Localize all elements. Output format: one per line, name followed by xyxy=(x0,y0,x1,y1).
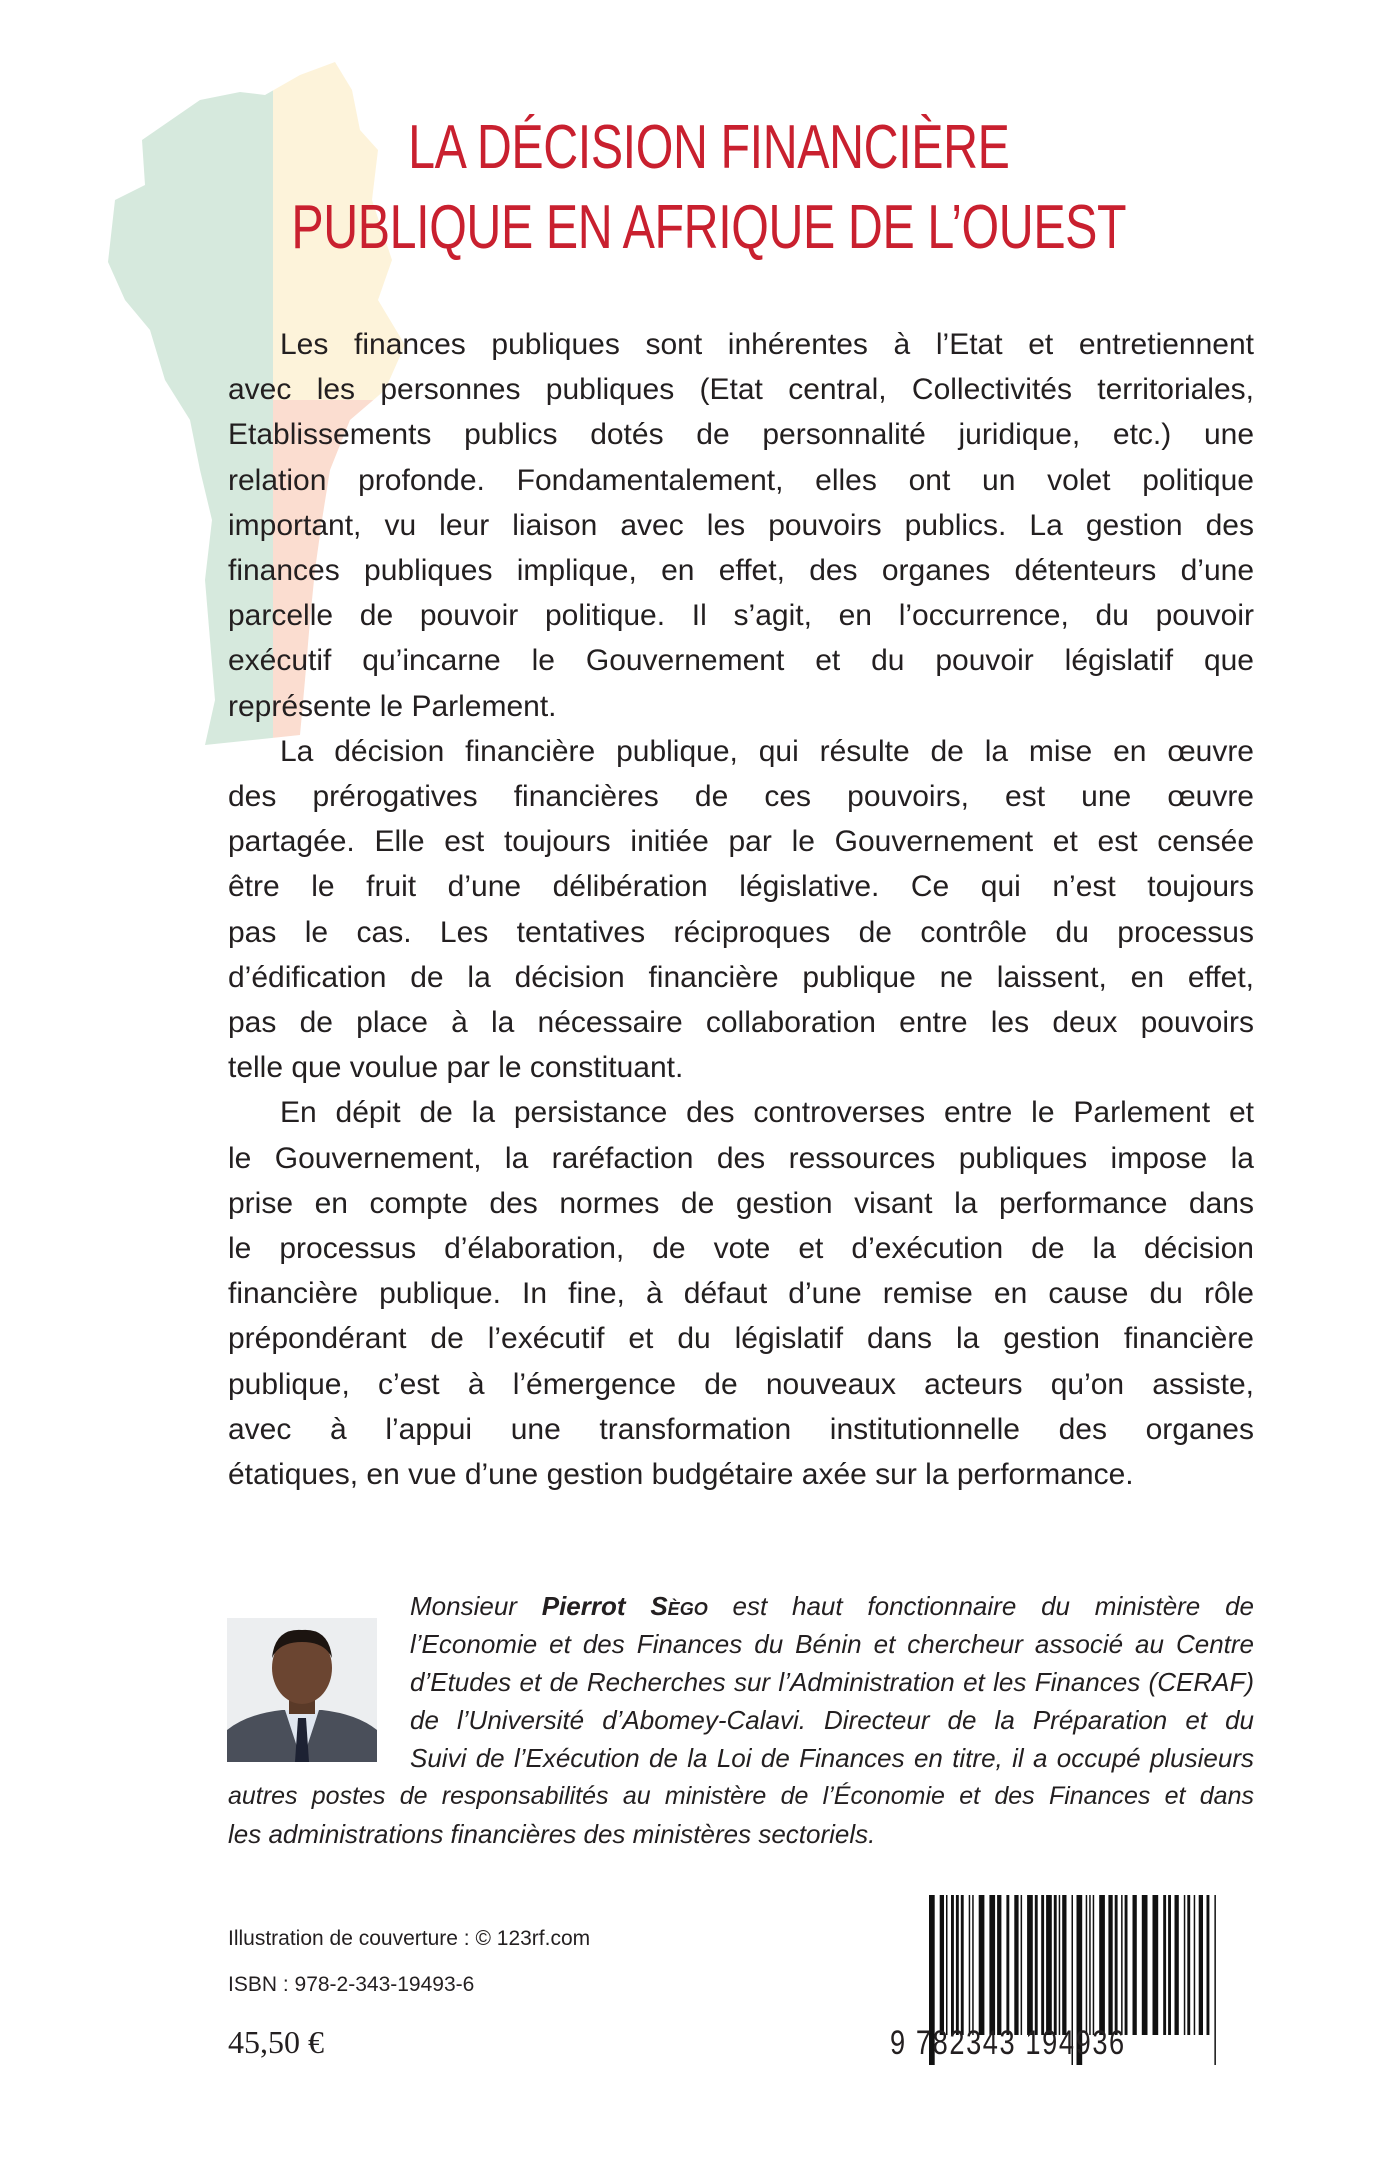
barcode-bar xyxy=(1121,1895,1123,2035)
paragraph-line: En dépit de la persistance des controverses entre le Parlement et xyxy=(280,1096,1254,1130)
barcode-bar xyxy=(1062,1895,1066,2035)
barcode-bar xyxy=(1133,1895,1137,2035)
barcode-bar xyxy=(979,1895,985,2035)
barcode-bar xyxy=(961,1895,964,2035)
summary-paragraph xyxy=(228,729,1254,1091)
paragraph-line: relation profonde. Fondamentalement, elles ont un volet politique xyxy=(228,463,1254,497)
summary-paragraph xyxy=(228,322,1254,729)
barcode-bar xyxy=(1046,1895,1052,2035)
paragraph-line: prépondérant de l’exécutif et du législatif dans la gestion financière xyxy=(228,1322,1254,1356)
back-cover-summary xyxy=(228,322,1254,1497)
paragraph-line: partagée. Elle est toujours initiée par le Gouvernement et est censée xyxy=(228,825,1254,859)
author-last-name: Sègo xyxy=(650,1591,708,1621)
barcode-bar xyxy=(940,1895,944,2035)
barcode-bar xyxy=(1035,1895,1038,2035)
barcode-bar xyxy=(1041,1895,1044,2035)
paragraph-line: être le fruit d’une délibération législative. Ce qui n’est toujours xyxy=(228,870,1254,904)
paragraph-line: étatiques, en vue d’une gestion budgétaire axée sur la performance. xyxy=(228,1458,1134,1492)
barcode-bar xyxy=(946,1895,948,2035)
paragraph-line: exécutif qu’incarne le Gouvernement et du pouvoir législatif que xyxy=(228,644,1254,678)
bio-line: d’Etudes et de Recherches sur l’Administration et les Finances (CERAF) xyxy=(410,1667,1254,1697)
paragraph-line: pas le cas. Les tentatives réciproques de contrôle du processus xyxy=(228,915,1254,949)
barcode-bar xyxy=(1108,1895,1112,2035)
barcode-bar xyxy=(1021,1895,1023,2035)
cover-illustration-credit: Illustration de couverture : © 123rf.com xyxy=(228,1927,591,1950)
barcode-bar xyxy=(1184,1895,1186,2035)
paragraph-line: La décision financière publique, qui résulte de la mise en œuvre xyxy=(280,734,1254,768)
barcode-bar xyxy=(1168,1895,1171,2035)
paragraph-line: des prérogatives financières de ces pouvoirs, est une œuvre xyxy=(228,780,1254,814)
barcode-bar xyxy=(951,1895,954,2035)
paragraph-line: parcelle de pouvoir politique. Il s’agit, en l’occurrence, du pouvoir xyxy=(228,599,1254,633)
bio-line xyxy=(228,1587,1254,1625)
barcode-bar xyxy=(956,1895,959,2035)
barcode-bar xyxy=(972,1895,974,2035)
barcode-bar xyxy=(1014,1895,1018,2035)
paragraph-line: avec à l’appui une transformation institutionnelle des organes xyxy=(228,1412,1254,1446)
barcode-bar xyxy=(1214,1895,1216,2065)
paragraph-line: financière publique. In fine, à défaut d’une remise en cause du rôle xyxy=(228,1277,1254,1311)
barcode-bar xyxy=(1163,1895,1166,2035)
author-first-name: Pierrot xyxy=(541,1591,651,1621)
barcode-bar xyxy=(997,1895,1001,2035)
barcode-bar xyxy=(1006,1895,1009,2035)
bio-line: de l’Université d’Abomey-Calavi. Directeur de la Préparation et du xyxy=(410,1705,1254,1735)
paragraph-line: telle que voulue par le constituant. xyxy=(228,1051,684,1085)
paragraph-line: Etablissements publics dotés de personnalité juridique, etc.) une xyxy=(228,418,1254,452)
bio-line: autres postes de responsabilités au ministère de l’Économie et des Finances et dans xyxy=(228,1782,1254,1810)
barcode-digits: 9 782343 194936 xyxy=(890,2024,1126,2062)
price: 45,50 € xyxy=(228,2024,324,2060)
barcode-bar xyxy=(1187,1895,1190,2035)
barcode-bar xyxy=(1054,1895,1057,2035)
paragraph-line: d’édification de la décision financière publique ne laissent, en effet, xyxy=(228,960,1254,994)
paragraph-line: le processus d’élaboration, de vote et d’exécution de la décision xyxy=(228,1232,1254,1266)
barcode-bar xyxy=(1142,1895,1148,2035)
barcode-bar xyxy=(1115,1895,1118,2035)
isbn: ISBN : 978-2-343-19493-6 xyxy=(228,1973,475,1996)
bio-prefix: Monsieur xyxy=(410,1591,542,1621)
bio-line: Suivi de l’Exécution de la Loi de Finances en titre, il a occupé plusieurs xyxy=(410,1743,1254,1773)
barcode-bar xyxy=(1153,1895,1159,2035)
barcode-bar xyxy=(1194,1895,1196,2035)
barcode-bar xyxy=(1089,1895,1091,2035)
barcode-bar xyxy=(1027,1895,1033,2035)
barcode-bar xyxy=(1175,1895,1179,2035)
paragraph-line: le Gouvernement, la raréfaction des ressources publiques impose la xyxy=(228,1141,1254,1175)
bio-line: les administrations financières des ministères sectoriels. xyxy=(228,1819,876,1849)
book-title-line-2: PUBLIQUE EN AFRIQUE DE L’OUEST xyxy=(291,193,1127,262)
paragraph-line: avec les personnes publiques (Etat central, Collectivités territoriales, xyxy=(228,373,1254,407)
bio-text: est haut fonctionnaire du ministère de xyxy=(707,1591,1254,1621)
barcode-bar xyxy=(1207,1895,1210,2035)
barcode-bar xyxy=(1099,1895,1105,2035)
author-biography xyxy=(228,1587,1254,1853)
barcode-bar xyxy=(1086,1895,1088,2035)
paragraph-line: prise en compte des normes de gestion visant la performance dans xyxy=(228,1186,1254,1220)
paragraph-line: représente le Parlement. xyxy=(228,689,557,723)
bio-line: l’Economie et des Finances du Bénin et chercheur associé au Centre xyxy=(410,1629,1254,1659)
barcode-bar xyxy=(969,1895,971,2035)
barcode-bar xyxy=(1093,1895,1095,2035)
paragraph-line: important, vu leur liaison avec les pouvoirs publics. La gestion des xyxy=(228,508,1254,542)
summary-paragraph xyxy=(228,1090,1254,1497)
book-title-line-1: LA DÉCISION FINANCIÈRE xyxy=(408,113,1010,182)
barcode-bar xyxy=(989,1895,995,2035)
paragraph-line: publique, c’est à l’émergence de nouveaux acteurs qu’on assiste, xyxy=(228,1367,1254,1401)
barcode-bar xyxy=(1059,1895,1061,2035)
barcode-bar xyxy=(1125,1895,1128,2035)
paragraph-line: Les finances publiques sont inhérentes à l’Etat et entretiennent xyxy=(280,328,1254,361)
barcode-bar xyxy=(1199,1895,1203,2035)
paragraph-line: finances publiques implique, en effet, des organes détenteurs d’une xyxy=(228,554,1254,588)
paragraph-line: pas de place à la nécessaire collaboration entre les deux pouvoirs xyxy=(228,1006,1254,1040)
